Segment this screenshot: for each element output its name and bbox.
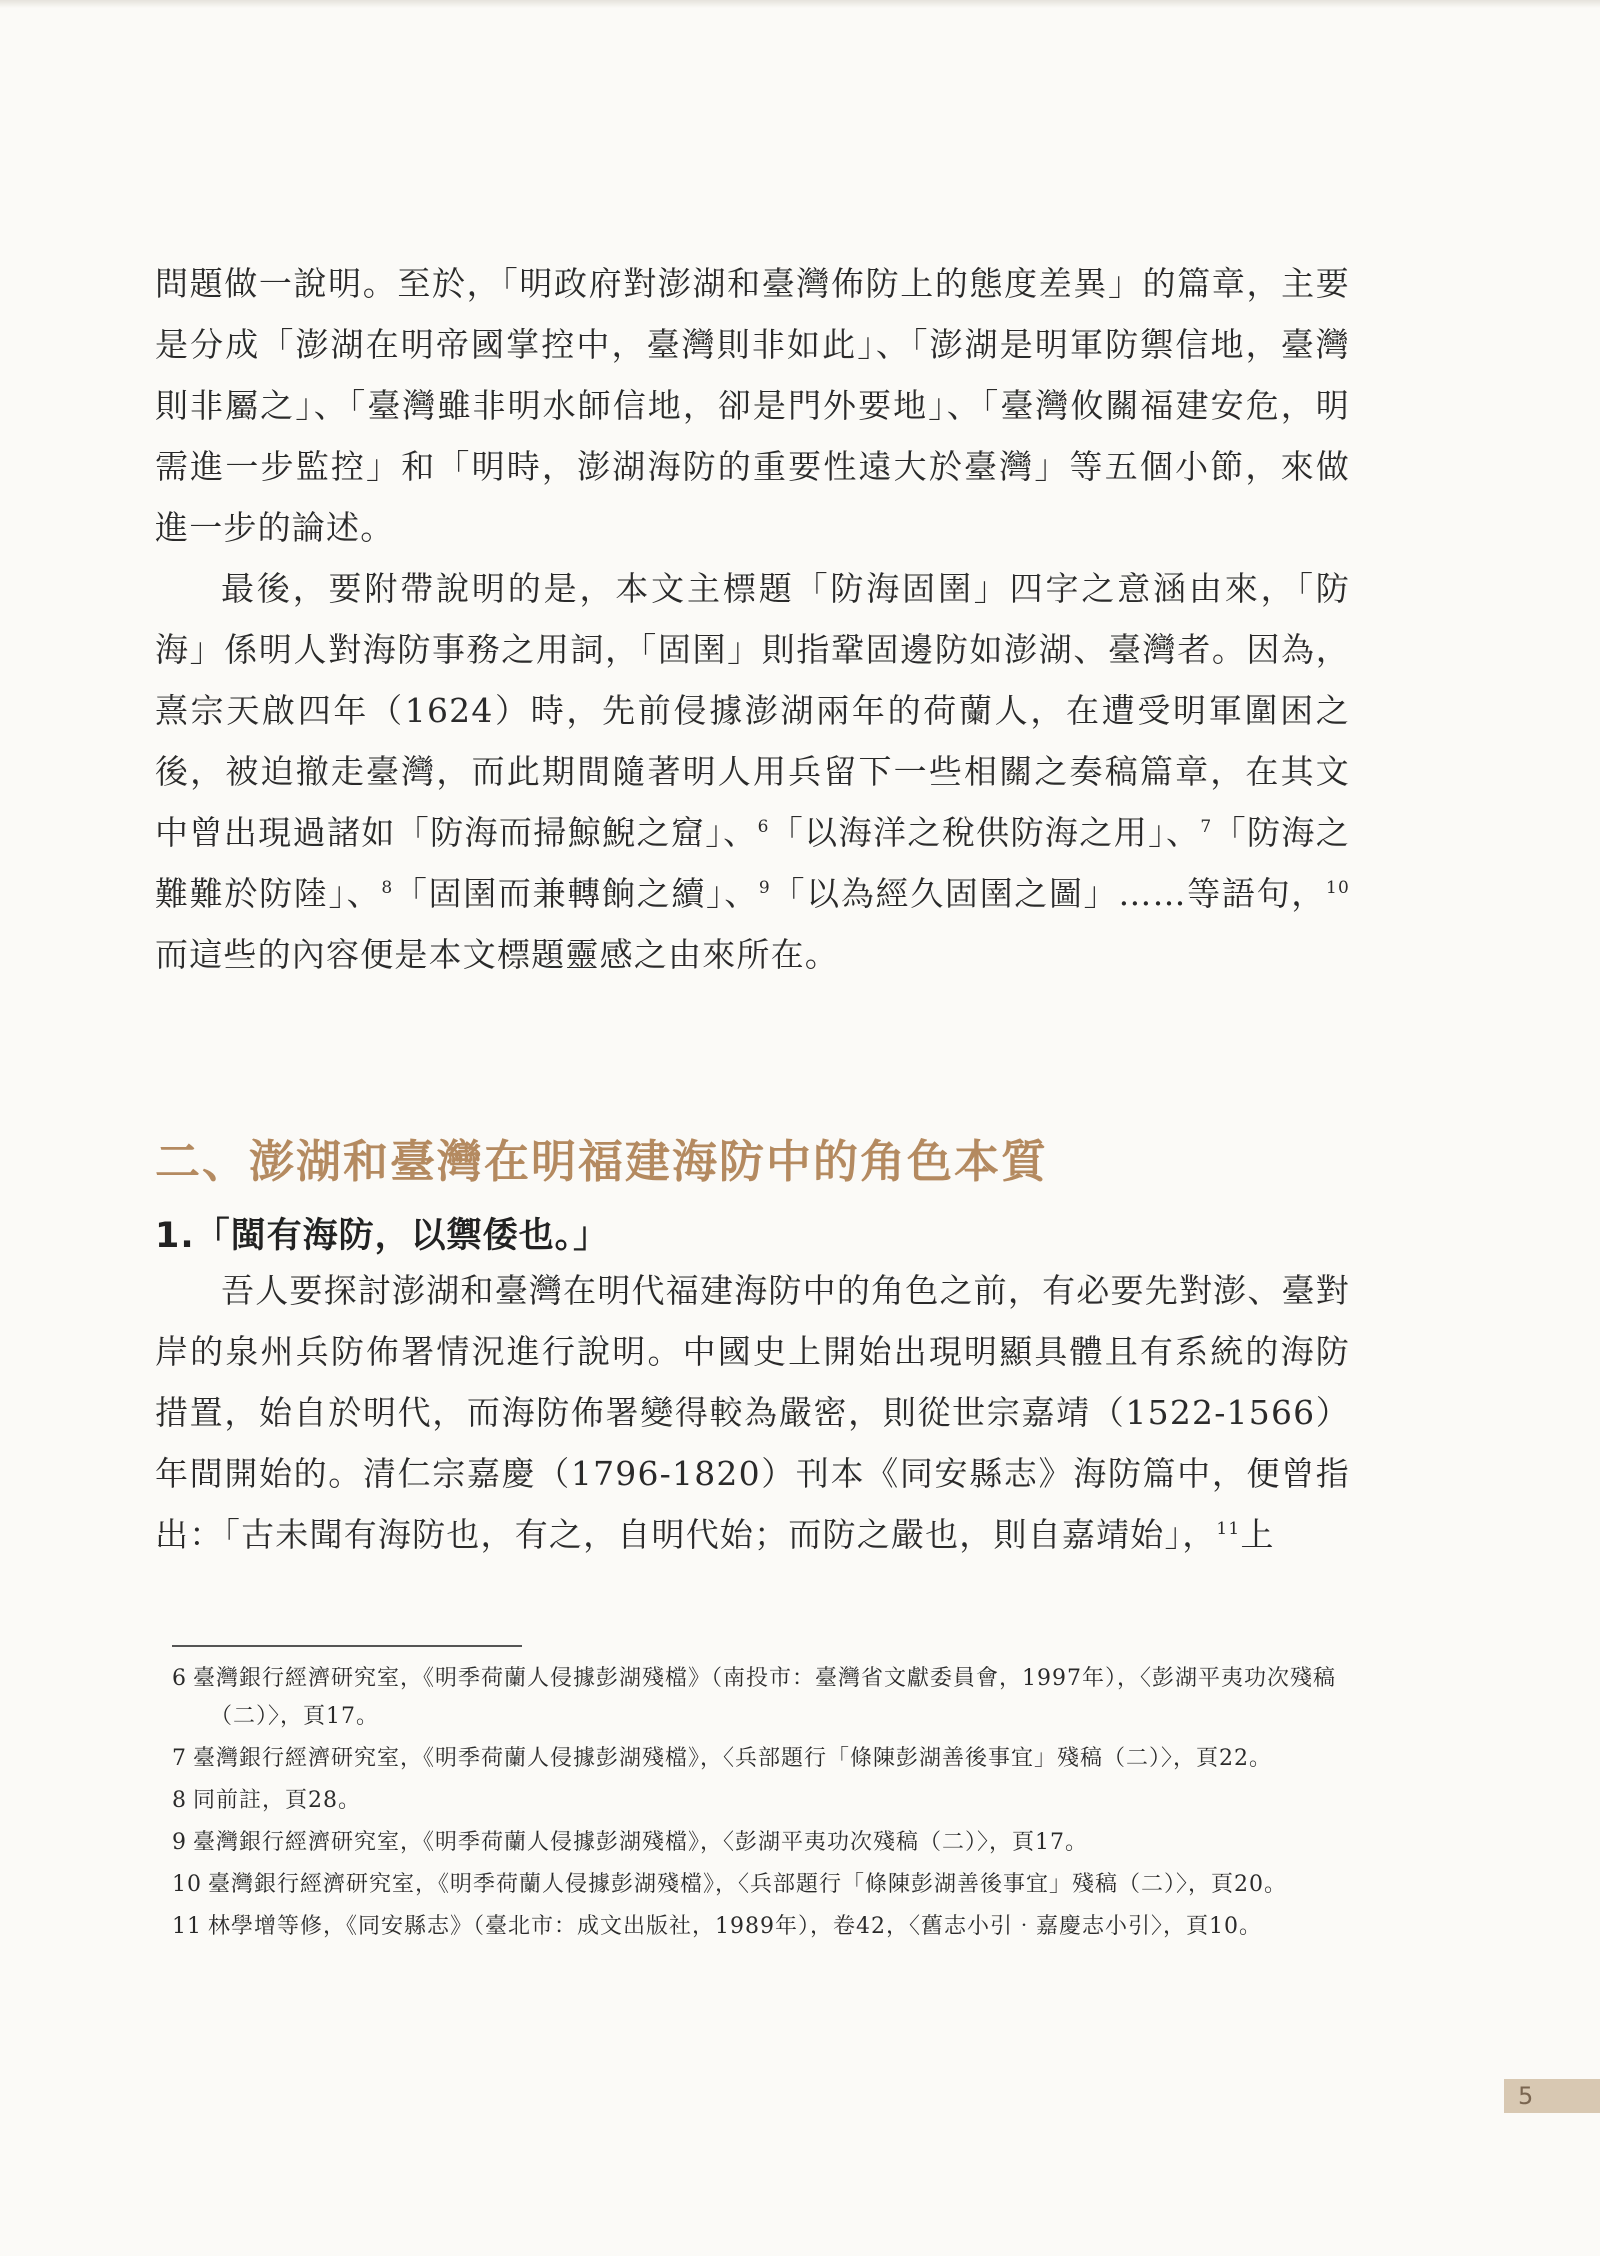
footnote-number: 11 <box>172 1914 202 1939</box>
footnote-text: 林學增等修，《同安縣志》（臺北市：成文出版社，1989年），卷42，〈舊志小引‧嘉慶志小引〉，頁10。 <box>208 1914 1262 1939</box>
footnote-number: 7 <box>172 1746 187 1771</box>
body-paragraph-3 <box>155 1260 1350 1565</box>
footnote-text: 臺灣銀行經濟研究室，《明季荷蘭人侵據彭湖殘檔》，〈兵部題行「條陳彭湖善後事宜」殘稿（二）〉，頁22。 <box>193 1746 1272 1771</box>
footnote-item <box>172 1866 1352 1904</box>
text-run: 吾人要探討澎湖和臺灣在明代福建海防中的角色之前，有必要先對澎、臺對岸的泉州兵防佈署情況進行說明。中國史上開始出現明顯具體且有系統的海防措置，始自於明代，而海防佈署變得較為嚴密，則從世宗嘉靖（1522-1566）年間開始的。清仁宗嘉慶（1796-1820）刊本《同安縣志》海防篇中，便曾指出：「古未聞有海防也，有之，自明代始；而防之嚴也，則自嘉靖始」， <box>155 1271 1350 1554</box>
text-run: 問題做一說明。至於，「明政府對澎湖和臺灣佈防上的態度差異」的篇章，主要是分成「澎湖在明帝國掌控中，臺灣則非如此」、「澎湖是明軍防禦信地，臺灣則非屬之」、「臺灣雖非明水師信地，卻是門外要地」、「臺灣攸關福建安危，明需進一步監控」和「明時，澎湖海防的重要性遠大於臺灣」等五個小節，來做進一步的論述。 <box>155 264 1350 547</box>
footnote-item <box>172 1740 1352 1778</box>
footnote-item <box>172 1908 1352 1946</box>
footnote-text: 臺灣銀行經濟研究室，《明季荷蘭人侵據彭湖殘檔》，〈兵部題行「條陳彭湖善後事宜」殘稿（二）〉，頁20。 <box>208 1872 1287 1897</box>
text-run: 最後，要附帶說明的是，本文主標題「防海固圉」四字之意涵由來，「防海」係明人對海防事務之用詞，「固圉」則指鞏固邊防如澎湖、臺灣者。因為，熹宗天啟四年（1624）時，先前侵據澎湖兩年的荷蘭人，在遭受明軍圍困之後，被迫撤走臺灣，而此期間隨著明人用兵留下一些相關之奏稿篇章，在其文中曾出現過諸如「防海而掃鯨鯢之窟」、 <box>155 569 1350 852</box>
text-run: 上 <box>1240 1515 1275 1554</box>
footnote-item <box>172 1782 1352 1820</box>
paragraph-text <box>155 1260 1350 1565</box>
footnote-number: 8 <box>172 1788 187 1813</box>
text-run: 而這些的內容便是本文標題靈感之由來所在。 <box>155 935 839 974</box>
footnote-number: 10 <box>172 1872 202 1897</box>
page-number: 5 <box>1504 2079 1600 2113</box>
body-paragraph-2 <box>155 558 1350 985</box>
footnote-text: 同前註，頁28。 <box>193 1788 361 1813</box>
footnote-ref[interactable]: 9 <box>758 878 771 898</box>
section-heading: 二、澎湖和臺灣在明福建海防中的角色本質 <box>155 1135 1049 1188</box>
footnote-ref[interactable]: 11 <box>1216 1519 1241 1539</box>
footnote-ref[interactable]: 7 <box>1200 817 1213 837</box>
footnote-text: 臺灣銀行經濟研究室，《明季荷蘭人侵據彭湖殘檔》（南投市：臺灣省文獻委員會，1997年），〈彭湖平夷功次殘稿（二）〉，頁17。 <box>193 1666 1336 1729</box>
paragraph-text <box>155 558 1350 985</box>
footnote-ref[interactable]: 8 <box>381 878 394 898</box>
footnote-ref[interactable]: 6 <box>757 817 770 837</box>
footnote-item <box>172 1824 1352 1862</box>
footnotes <box>172 1660 1352 1950</box>
text-run: 「以海洋之稅供防海之用」、 <box>769 813 1201 852</box>
text-run: 「以為經久固圉之圖」……等語句， <box>770 874 1326 913</box>
footnote-divider <box>172 1645 522 1647</box>
body-paragraph-1 <box>155 253 1350 558</box>
text-run: 「防海之難難於防陸」、 <box>155 813 1350 913</box>
paragraph-text <box>155 253 1350 558</box>
footnote-text: 臺灣銀行經濟研究室，《明季荷蘭人侵據彭湖殘檔》，〈彭湖平夷功次殘稿（二）〉，頁17。 <box>193 1830 1088 1855</box>
subsection-heading: 1.「閩有海防，以禦倭也。」 <box>155 1216 610 1256</box>
footnote-number: 6 <box>172 1666 187 1691</box>
page-top-edge <box>0 0 1600 8</box>
footnote-number: 9 <box>172 1830 187 1855</box>
footnote-ref[interactable]: 10 <box>1325 878 1351 898</box>
footnote-item <box>172 1660 1352 1736</box>
text-run: 「固圉而兼轉餉之續」、 <box>393 874 759 913</box>
